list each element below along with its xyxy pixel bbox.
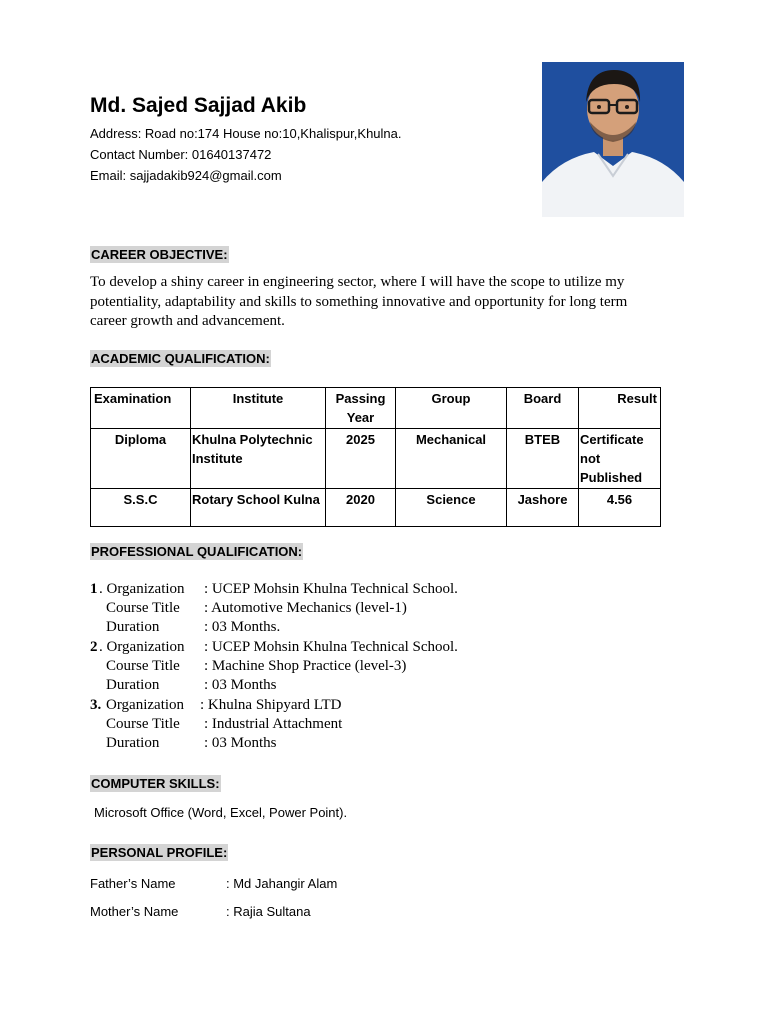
- academic-table: [90, 387, 661, 527]
- table-cell: 2020: [326, 489, 396, 527]
- pq-course-value: : Machine Shop Practice (level-3): [204, 658, 407, 674]
- pq-duration-label: Duration: [106, 735, 160, 751]
- personal-profile-heading: PERSONAL PROFILE:: [91, 845, 228, 860]
- pq-duration-value: : 03 Months.: [204, 619, 281, 635]
- column-header: Group: [396, 388, 507, 429]
- column-header: Passing Year: [326, 388, 396, 429]
- pq-number: 3.: [90, 697, 102, 713]
- objective-line: career growth and advancement.: [90, 313, 285, 329]
- pq-org-value: : UCEP Mohsin Khulna Technical School.: [204, 639, 458, 655]
- table-cell: Diploma: [91, 429, 191, 489]
- table-cell: Khulna Polytechnic Institute: [191, 429, 326, 489]
- pq-course-value: : Industrial Attachment: [204, 716, 343, 732]
- academic-qualification-heading: ACADEMIC QUALIFICATION:: [91, 351, 270, 366]
- objective-line: potentiality, adaptability and skills to something innovative and opportunity for long term: [90, 293, 628, 310]
- column-header: Result: [579, 388, 661, 429]
- career-objective-text: [90, 273, 680, 332]
- table-header-row: [91, 388, 661, 429]
- table-cell: Science: [396, 489, 507, 527]
- table-row: [91, 429, 661, 489]
- pq-org-label: . Organization: [99, 581, 185, 597]
- pq-course-value: : Automotive Mechanics (level-1): [204, 600, 407, 616]
- table-cell: S.S.C: [91, 489, 191, 527]
- fathers-name-label: Father’s Name: [90, 876, 176, 891]
- contact-number: Contact Number: 01640137472: [90, 147, 272, 162]
- professional-qualification-heading: PROFESSIONAL QUALIFICATION:: [91, 544, 303, 559]
- pq-number: 1: [90, 581, 98, 597]
- pq-course-label: Course Title: [106, 716, 180, 732]
- pq-duration-value: : 03 Months: [204, 677, 277, 693]
- email-address: Email: sajjadakib924@gmail.com: [90, 168, 282, 183]
- profile-photo: [542, 62, 684, 217]
- pq-org-label: Organization: [106, 697, 185, 713]
- column-header: Examination: [91, 388, 191, 429]
- table-cell: 4.56: [579, 489, 661, 527]
- pq-course-label: Course Title: [106, 600, 180, 616]
- table-cell: Mechanical: [396, 429, 507, 489]
- pq-duration-label: Duration: [106, 619, 160, 635]
- computer-skills-text: Microsoft Office (Word, Excel, Power Point).: [94, 805, 348, 820]
- pq-org-value: : Khulna Shipyard LTD: [200, 697, 342, 713]
- table-cell: Jashore: [507, 489, 579, 527]
- career-objective-heading: CAREER OBJECTIVE:: [91, 247, 228, 262]
- address-line: Address: Road no:174 House no:10,Khalispur,Khulna.: [90, 126, 402, 141]
- table-cell: Certificate not Published: [579, 429, 661, 489]
- computer-skills-heading: COMPUTER SKILLS:: [91, 776, 220, 791]
- table-cell: BTEB: [507, 429, 579, 489]
- candidate-name: Md. Sajed Sajjad Akib: [90, 94, 307, 117]
- pq-org-value: : UCEP Mohsin Khulna Technical School.: [204, 581, 458, 597]
- column-header: Institute: [191, 388, 326, 429]
- table-cell: 2025: [326, 429, 396, 489]
- pq-org-label: . Organization: [99, 639, 185, 655]
- table-row: [91, 489, 661, 527]
- pq-duration-value: : 03 Months: [204, 735, 277, 751]
- pq-number: 2: [90, 639, 98, 655]
- objective-line: To develop a shiny career in engineering sector, where I will have the scope to utilize my: [90, 274, 625, 290]
- fathers-name-value: : Md Jahangir Alam: [226, 876, 338, 891]
- table-cell: Rotary School Kulna: [191, 489, 326, 527]
- mothers-name-value: : Rajia Sultana: [226, 904, 311, 919]
- pq-duration-label: Duration: [106, 677, 160, 693]
- column-header: Board: [507, 388, 579, 429]
- mothers-name-label: Mother’s Name: [90, 904, 179, 919]
- pq-course-label: Course Title: [106, 658, 180, 674]
